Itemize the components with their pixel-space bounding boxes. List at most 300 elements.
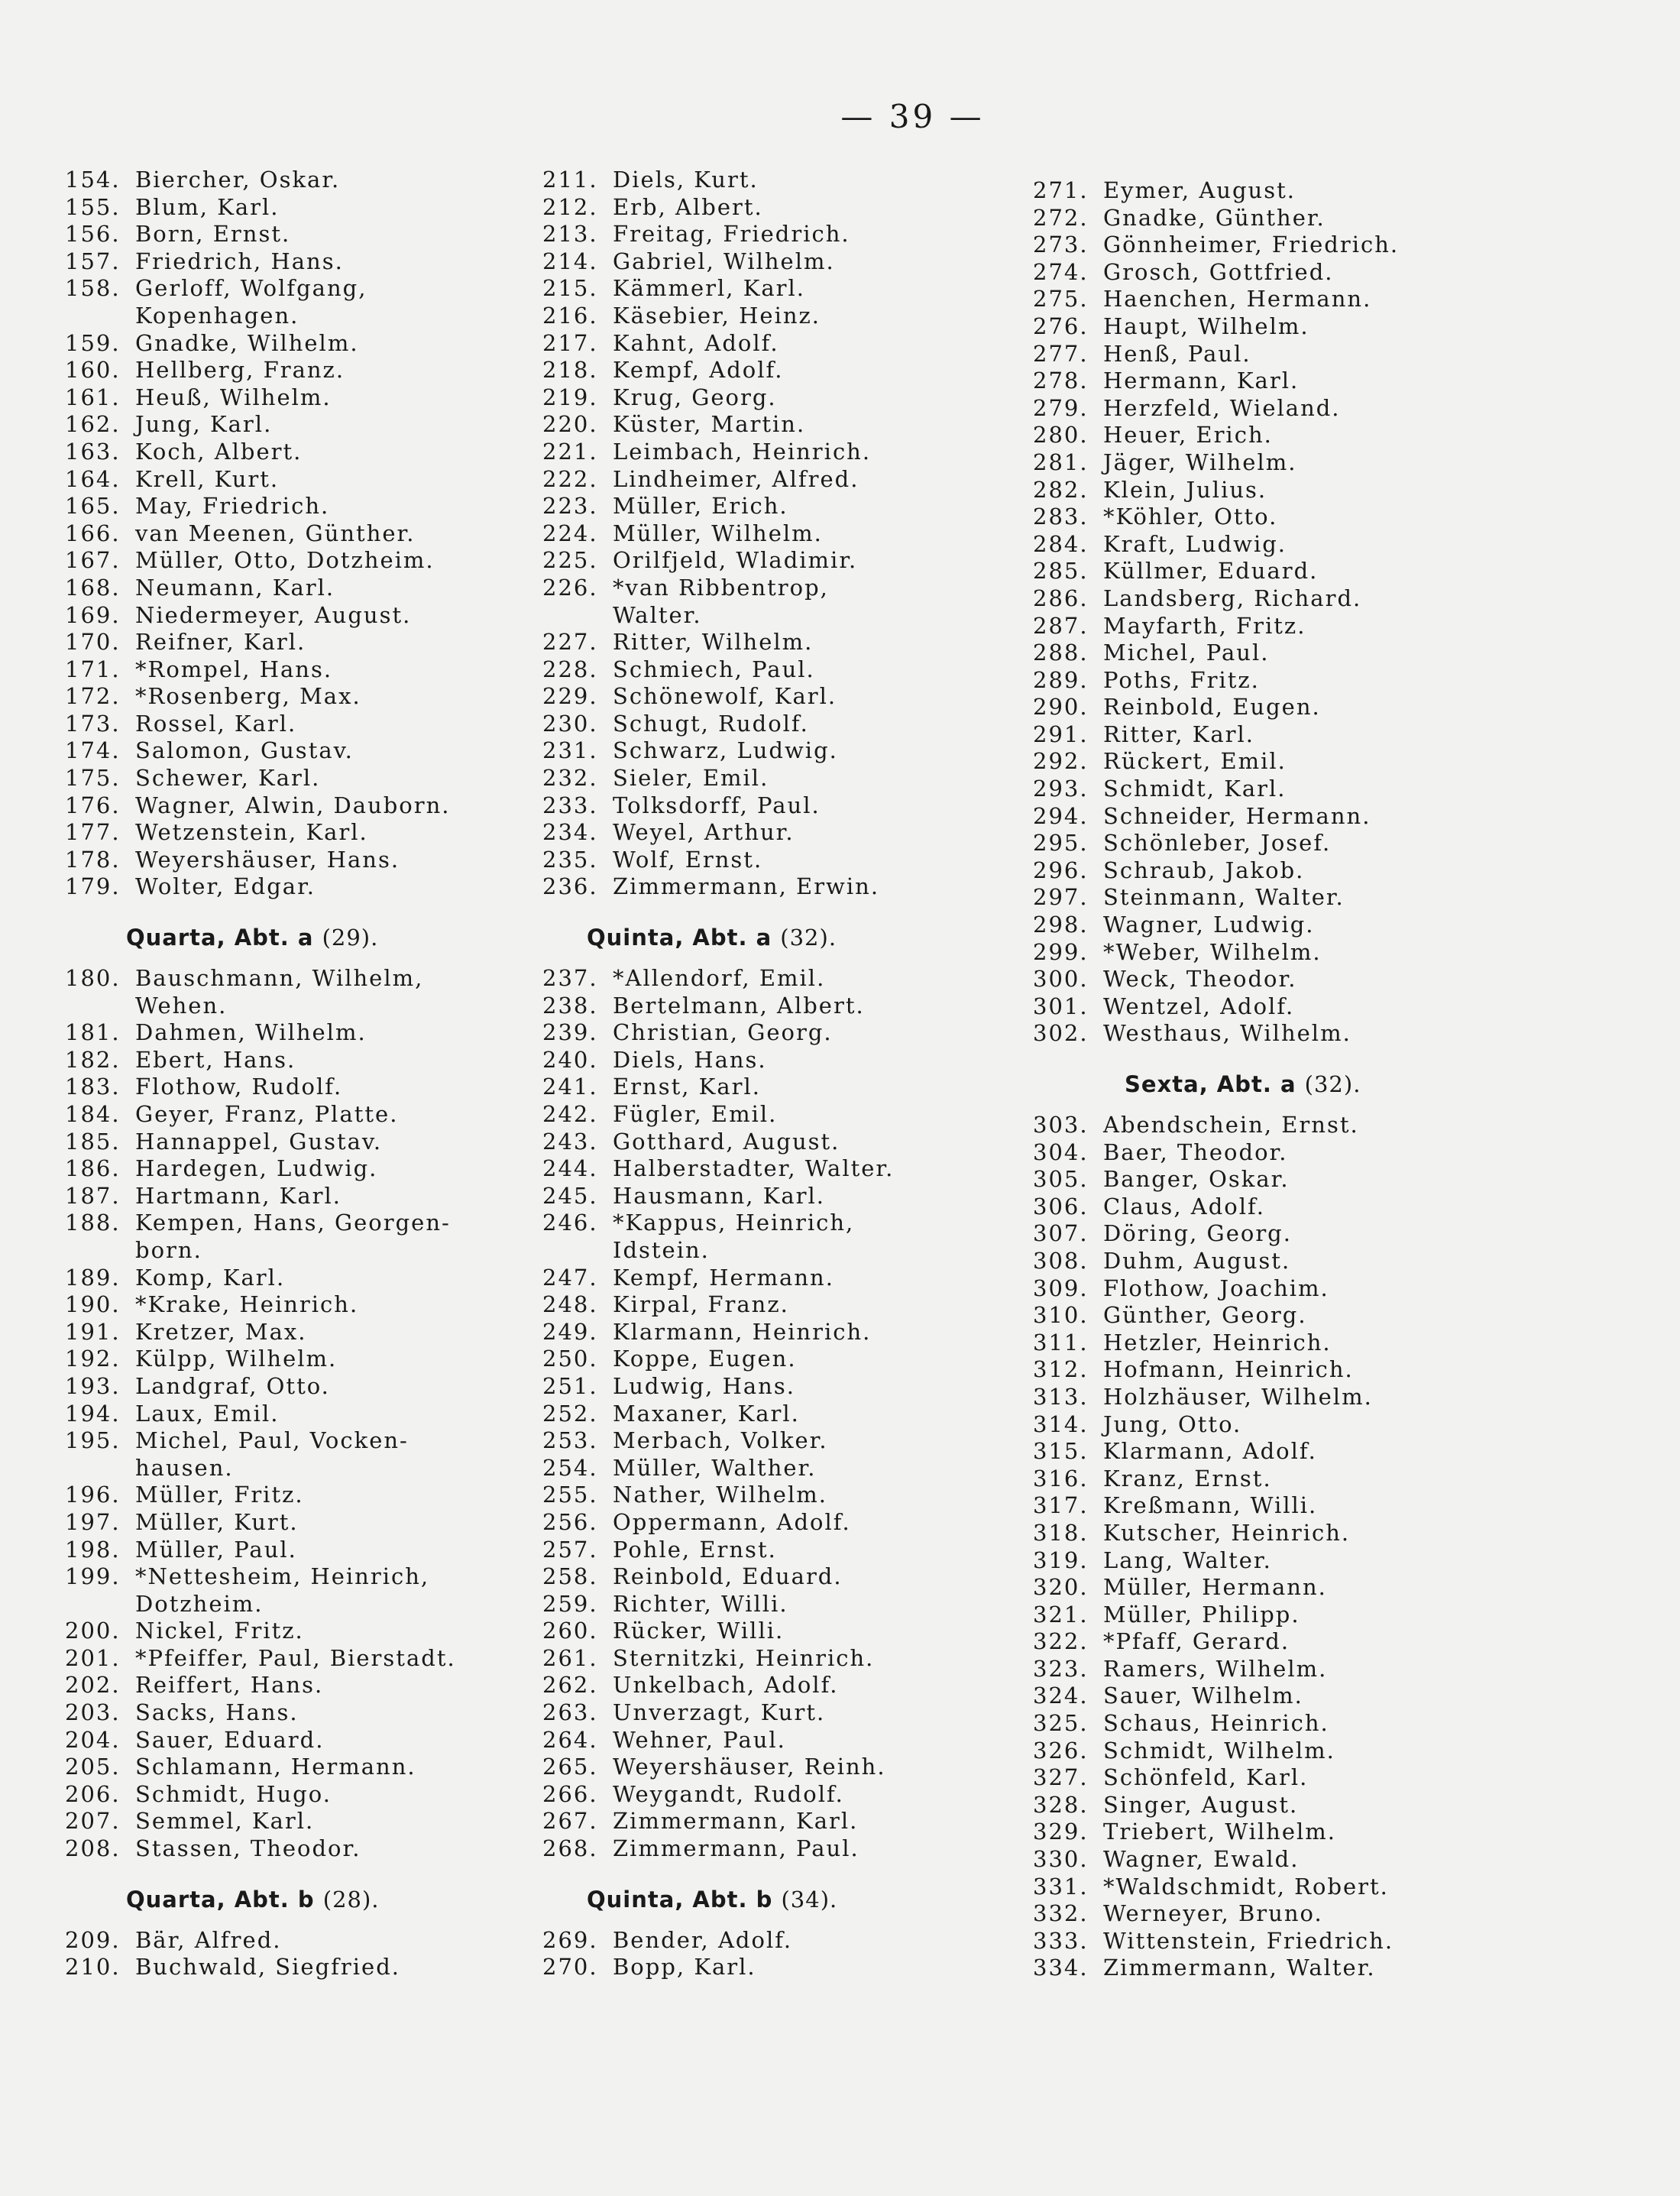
entry-number: 184.: [65, 1101, 121, 1127]
list-item: [65, 520, 508, 548]
entry-number: 319.: [1033, 1547, 1089, 1573]
list-item: [542, 1319, 1001, 1346]
entry-number: 280.: [1033, 422, 1089, 449]
entry-number: 309.: [1033, 1275, 1089, 1301]
section-heading: [1033, 1070, 1491, 1098]
list-item: [65, 1537, 508, 1564]
section-count: (28).: [322, 1886, 380, 1913]
entry-name: *Rompel, Hans.: [135, 656, 333, 682]
list-item: [542, 1019, 1001, 1047]
entry-number: 260.: [542, 1618, 598, 1644]
entry-number: 215.: [542, 275, 598, 302]
entry-name: Kempf, Adolf.: [613, 357, 784, 384]
entry-name: Schmiech, Paul.: [613, 656, 815, 682]
entry-name: May, Friedrich.: [135, 493, 330, 520]
entry-name: Semmel, Karl.: [135, 1808, 315, 1835]
entry-name: Geyer, Franz, Platte.: [135, 1101, 399, 1127]
entry-number: 220.: [542, 411, 598, 438]
entry-number: 317.: [1033, 1492, 1089, 1519]
list-item: [1033, 1710, 1491, 1738]
entry-number: 222.: [542, 465, 598, 492]
entry-name: Diels, Hans.: [613, 1046, 767, 1073]
list-item: [65, 1373, 508, 1401]
list-item: [65, 1155, 508, 1183]
list-item: [1033, 232, 1491, 259]
entry-number: 289.: [1033, 666, 1089, 693]
entry-name: Ludwig, Hans.: [613, 1372, 795, 1399]
list-item: [542, 384, 1001, 412]
entry-name: Heuß, Wilhelm.: [135, 384, 332, 410]
entry-number: 179.: [65, 873, 121, 900]
list-item: [542, 547, 1001, 575]
list-item: [1033, 993, 1491, 1021]
entry-number: 248.: [542, 1291, 598, 1318]
entry-name: Wolter, Edgar.: [135, 873, 316, 900]
entry-name: Kirpal, Franz.: [613, 1291, 789, 1318]
list-item: [1033, 1112, 1491, 1139]
entry-name: Schönewolf, Karl.: [613, 683, 837, 710]
entry-continuation: Wehen.: [135, 992, 228, 1019]
entry-name: Bertelmann, Albert.: [613, 992, 865, 1019]
entry-name: Schmidt, Karl.: [1103, 776, 1287, 802]
entry-name: Rossel, Karl.: [135, 710, 297, 737]
entry-number: 263.: [542, 1699, 598, 1726]
list-item: [65, 493, 508, 520]
entry-number: 165.: [65, 493, 121, 520]
entry-number: 192.: [65, 1346, 121, 1372]
section-title: Quinta, Abt. a: [587, 925, 772, 951]
entry-name: Fügler, Emil.: [613, 1101, 778, 1127]
list-item: [542, 1754, 1001, 1781]
list-item: [542, 1591, 1001, 1618]
list-item: [542, 629, 1001, 656]
entry-number: 327.: [1033, 1764, 1089, 1791]
entry-number: 258.: [542, 1563, 598, 1590]
entry-number: 182.: [65, 1046, 121, 1073]
list-item: [542, 493, 1001, 520]
section-count: (32).: [780, 925, 837, 951]
list-item: [65, 384, 508, 412]
entry-number: 161.: [65, 384, 121, 410]
entry-number: 201.: [65, 1644, 121, 1671]
list-item: [1033, 1356, 1491, 1384]
list-item: [1033, 884, 1491, 912]
list-item: [542, 1373, 1001, 1401]
entry-name: *Pfeiffer, Paul, Bierstadt.: [135, 1644, 456, 1671]
entry-name: Koch, Albert.: [135, 438, 303, 465]
list-item: [1033, 1764, 1491, 1792]
list-item: [1033, 939, 1491, 967]
entry-name: Hellberg, Franz.: [135, 357, 345, 384]
list-item: [65, 683, 508, 711]
entry-number: 276.: [1033, 313, 1089, 339]
list-item: [65, 1645, 508, 1673]
list-item: [1033, 1020, 1491, 1048]
entry-name: Günther, Georg.: [1103, 1302, 1307, 1329]
entry-name: Sauer, Wilhelm.: [1103, 1683, 1303, 1709]
entry-number: 253.: [542, 1427, 598, 1454]
entry-number: 305.: [1033, 1166, 1089, 1193]
entry-number: 271.: [1033, 177, 1089, 203]
list-item: [1033, 667, 1491, 695]
entry-number: 186.: [65, 1155, 121, 1182]
entry-number: 154.: [65, 167, 121, 193]
entry-number: 286.: [1033, 585, 1089, 611]
list-item: [542, 1808, 1001, 1835]
entry-number: 226.: [542, 574, 598, 601]
entry-number: 162.: [65, 411, 121, 438]
list-item: [1033, 395, 1491, 423]
list-item: [1033, 422, 1491, 449]
entry-number: 274.: [1033, 258, 1089, 285]
list-item: [1033, 1194, 1491, 1221]
entry-number: 318.: [1033, 1519, 1089, 1546]
entry-name: Flothow, Joachim.: [1103, 1275, 1329, 1301]
list-item: [542, 1537, 1001, 1564]
entry-number: 218.: [542, 357, 598, 384]
list-item: [542, 847, 1001, 874]
entry-name: *Köhler, Otto.: [1103, 504, 1278, 530]
entry-name: Banger, Oskar.: [1103, 1166, 1290, 1193]
entry-number: 259.: [542, 1590, 598, 1617]
entry-name: Erb, Albert.: [613, 193, 763, 220]
list-item: [542, 965, 1001, 993]
entry-name: Buchwald, Siegfried.: [135, 1954, 400, 1981]
entry-name: Duhm, August.: [1103, 1247, 1291, 1274]
entry-name: Eymer, August.: [1103, 177, 1296, 203]
entry-number: 235.: [542, 846, 598, 873]
entry-name: Laux, Emil.: [135, 1400, 280, 1427]
entry-name: Salomon, Gustav.: [135, 737, 354, 764]
list-item: [1033, 776, 1491, 803]
list-item: [65, 629, 508, 656]
list-item: [65, 1319, 508, 1346]
entry-name: Müller, Philipp.: [1103, 1601, 1300, 1628]
entry-number: 254.: [542, 1454, 598, 1481]
section-count: (34).: [781, 1886, 838, 1913]
entry-number: 243.: [542, 1128, 598, 1155]
list-item: [542, 873, 1001, 901]
entry-number: 198.: [65, 1536, 121, 1563]
entry-number: 323.: [1033, 1655, 1089, 1682]
entry-number: 304.: [1033, 1138, 1089, 1165]
entry-number: 334.: [1033, 1955, 1089, 1981]
entry-name: Rückert, Emil.: [1103, 748, 1287, 775]
entry-name: Wentzel, Adolf.: [1103, 993, 1295, 1019]
entry-number: 246.: [542, 1210, 598, 1236]
entry-name: Ritter, Wilhelm.: [613, 629, 814, 656]
list-item: [65, 1183, 508, 1210]
entry-number: 252.: [542, 1400, 598, 1427]
list-item: [1033, 1466, 1491, 1493]
list-item: [65, 248, 508, 276]
entry-name: Diels, Kurt.: [613, 167, 759, 193]
column-3: [1033, 177, 1491, 1982]
entry-number: 307.: [1033, 1220, 1089, 1247]
entry-name: *van Ribbentrop,: [613, 574, 829, 601]
entry-name: Michel, Paul, Vocken-: [135, 1427, 409, 1454]
entry-number: 298.: [1033, 912, 1089, 938]
entry-name: Born, Ernst.: [135, 221, 291, 248]
list-item: [1033, 558, 1491, 585]
entry-number: 234.: [542, 819, 598, 846]
entry-name: Mayfarth, Fritz.: [1103, 612, 1306, 639]
list-item: [65, 1074, 508, 1101]
entry-name: Klein, Julius.: [1103, 476, 1267, 503]
entry-number: 314.: [1033, 1411, 1089, 1437]
list-item: [1033, 1220, 1491, 1248]
list-item: [542, 1781, 1001, 1809]
entry-name: Müller, Otto, Dotzheim.: [135, 547, 435, 574]
entry-name: Michel, Paul.: [1103, 640, 1270, 666]
entry-number: 193.: [65, 1372, 121, 1399]
list-item: [542, 1509, 1001, 1537]
entry-name: Käsebier, Heinz.: [613, 302, 821, 329]
entry-name: Holzhäuser, Wilhelm.: [1103, 1383, 1373, 1410]
entry-number: 223.: [542, 493, 598, 520]
entry-name: Müller, Wilhelm.: [613, 520, 823, 546]
entry-name: Friedrich, Hans.: [135, 248, 344, 274]
list-item: [65, 1509, 508, 1537]
entry-number: 299.: [1033, 938, 1089, 965]
list-item: [1033, 1492, 1491, 1520]
entry-name: Ernst, Karl.: [613, 1074, 761, 1100]
entry-name: Küster, Martin.: [613, 411, 806, 438]
entry-number: 180.: [65, 965, 121, 992]
entry-number: 249.: [542, 1318, 598, 1345]
entry-number: 181.: [65, 1019, 121, 1046]
entry-name: Koppe, Eugen.: [613, 1346, 797, 1372]
entry-number: 209.: [65, 1926, 121, 1953]
entry-name: Haenchen, Hermann.: [1103, 286, 1372, 313]
list-item: [65, 1563, 508, 1591]
entry-name: Sternitzki, Heinrich.: [613, 1644, 875, 1671]
entry-name: Westhaus, Wilhelm.: [1103, 1020, 1351, 1047]
list-item: [65, 575, 508, 602]
list-item: [542, 1954, 1001, 1981]
list-item: [1033, 1438, 1491, 1466]
entry-number: 301.: [1033, 993, 1089, 1019]
list-item: [1033, 1384, 1491, 1411]
entry-name: Hartmann, Karl.: [135, 1182, 342, 1209]
entry-name: Wagner, Ewald.: [1103, 1846, 1300, 1873]
list-item: [65, 1129, 508, 1156]
list-item: [65, 1835, 508, 1863]
list-item: [65, 1427, 508, 1455]
entry-name: Kranz, Ernst.: [1103, 1465, 1272, 1492]
list-item: [542, 993, 1001, 1020]
list-item: [542, 248, 1001, 276]
entry-number: 232.: [542, 765, 598, 792]
entry-number: 211.: [542, 167, 598, 193]
entry-name: *Allendorf, Emil.: [613, 965, 826, 992]
list-item: [65, 411, 508, 439]
entry-name: Weck, Theodor.: [1103, 966, 1297, 993]
list-item: [1033, 1874, 1491, 1901]
entry-number: 240.: [542, 1046, 598, 1073]
entry-number: 216.: [542, 302, 598, 329]
list-item: [65, 275, 508, 303]
entry-name: *Rosenberg, Max.: [135, 683, 361, 710]
entry-name: Klarmann, Adolf.: [1103, 1438, 1317, 1465]
entry-name: Landgraf, Otto.: [135, 1372, 330, 1399]
entry-name: Gotthard, August.: [613, 1128, 840, 1155]
entry-name: Grosch, Gottfried.: [1103, 258, 1334, 285]
list-item: [542, 1129, 1001, 1156]
entry-name: Niedermeyer, August.: [135, 601, 412, 628]
list-item: [542, 1183, 1001, 1210]
list-item: [1033, 1683, 1491, 1710]
entry-number: 233.: [542, 792, 598, 818]
list-item: [1033, 830, 1491, 857]
list-item: [1033, 531, 1491, 559]
entry-name: Schewer, Karl.: [135, 765, 321, 792]
list-item: [65, 602, 508, 630]
entry-name: Müller, Erich.: [613, 493, 788, 520]
entry-number: 265.: [542, 1754, 598, 1780]
entry-number: 200.: [65, 1618, 121, 1644]
list-item: [65, 1927, 508, 1955]
entry-continuation: Dotzheim.: [135, 1590, 264, 1617]
entry-name: Gerloff, Wolfgang,: [135, 275, 367, 302]
entry-number: 329.: [1033, 1819, 1089, 1845]
entry-name: Kahnt, Adolf.: [613, 329, 779, 356]
entry-continuation: Idstein.: [613, 1236, 710, 1263]
entry-name: Hofmann, Heinrich.: [1103, 1356, 1354, 1383]
entry-name: Wehner, Paul.: [613, 1726, 786, 1753]
entry-number: 205.: [65, 1754, 121, 1780]
entry-name: Maxaner, Karl.: [613, 1400, 800, 1427]
list-item: [1033, 1628, 1491, 1656]
entry-number: 331.: [1033, 1873, 1089, 1900]
entry-name: Hannappel, Gustav.: [135, 1128, 383, 1155]
entry-name: Döring, Georg.: [1103, 1220, 1292, 1247]
entry-name: Poths, Fritz.: [1103, 666, 1260, 693]
entry-name: Flothow, Rudolf.: [135, 1074, 343, 1100]
entry-number: 294.: [1033, 802, 1089, 829]
entry-number: 264.: [542, 1726, 598, 1753]
entry-number: 266.: [542, 1780, 598, 1807]
entry-number: 250.: [542, 1346, 598, 1372]
list-item: [542, 1455, 1001, 1482]
entry-number: 224.: [542, 520, 598, 546]
entry-name: Kämmerl, Karl.: [613, 275, 805, 302]
entry-number: 196.: [65, 1482, 121, 1508]
list-item: [65, 965, 508, 993]
list-item: [542, 765, 1001, 792]
list-item: [542, 1927, 1001, 1955]
entry-number: 332.: [1033, 1900, 1089, 1927]
entry-name: Klarmann, Heinrich.: [613, 1318, 872, 1345]
list-item: [542, 1835, 1001, 1863]
entry-number: 214.: [542, 248, 598, 274]
entry-number: 212.: [542, 193, 598, 220]
entry-number: 284.: [1033, 530, 1089, 557]
list-item: [542, 1047, 1001, 1074]
section-title: Quinta, Abt. b: [587, 1886, 773, 1913]
entry-name: Werneyer, Bruno.: [1103, 1900, 1323, 1927]
list-item: [542, 330, 1001, 358]
list-item: [1033, 694, 1491, 721]
entry-number: 292.: [1033, 748, 1089, 775]
entry-name: Halberstadter, Walter.: [613, 1155, 895, 1182]
list-item: [1033, 1302, 1491, 1330]
entry-name: Schneider, Hermann.: [1103, 802, 1371, 829]
entry-number: 303.: [1033, 1112, 1089, 1138]
entry-number: 273.: [1033, 232, 1089, 258]
entry-number: 230.: [542, 710, 598, 737]
entry-name: Kutscher, Heinrich.: [1103, 1519, 1351, 1546]
entry-name: Ramers, Wilhelm.: [1103, 1655, 1328, 1682]
entry-name: Landsberg, Richard.: [1103, 585, 1362, 611]
list-item: [65, 873, 508, 901]
entry-number: 267.: [542, 1808, 598, 1835]
list-item: [65, 1781, 508, 1809]
list-item: [65, 167, 508, 194]
entry-name: Leimbach, Heinrich.: [613, 438, 872, 465]
entry-name: Merbach, Volker.: [613, 1427, 828, 1454]
entry-number: 171.: [65, 656, 121, 682]
list-item: [542, 1401, 1001, 1428]
entry-number: 244.: [542, 1155, 598, 1182]
list-item: [1033, 613, 1491, 640]
list-item: [65, 1954, 508, 1981]
entry-continuation: hausen.: [135, 1454, 234, 1481]
entry-number: 281.: [1033, 449, 1089, 475]
entry-name: Reinbold, Eugen.: [1103, 694, 1321, 721]
entry-number: 245.: [542, 1182, 598, 1209]
entry-number: 176.: [65, 792, 121, 818]
entry-name: Biercher, Oskar.: [135, 167, 341, 193]
entry-number: 199.: [65, 1563, 121, 1590]
entry-number: 300.: [1033, 966, 1089, 993]
entry-name: Schraub, Jakob.: [1103, 857, 1305, 883]
entry-name: Jung, Otto.: [1103, 1411, 1242, 1437]
list-item: [65, 1047, 508, 1074]
entry-name: Schugt, Rudolf.: [613, 710, 809, 737]
entry-number: 257.: [542, 1536, 598, 1563]
entry-number: 325.: [1033, 1710, 1089, 1737]
entry-number: 155.: [65, 193, 121, 220]
entry-name: Steinmann, Walter.: [1103, 884, 1345, 911]
entry-name: Schönleber, Josef.: [1103, 830, 1332, 857]
list-item: [65, 792, 508, 820]
list-item: [1033, 1602, 1491, 1629]
entry-name: Dahmen, Wilhelm.: [135, 1019, 367, 1046]
entry-number: 166.: [65, 520, 121, 546]
entry-continuation: born.: [135, 1236, 202, 1263]
entry-name: Kempen, Hans, Georgen-: [135, 1210, 451, 1236]
entry-name: Kempf, Hermann.: [613, 1264, 834, 1291]
entry-name: Gönnheimer, Friedrich.: [1103, 232, 1400, 258]
list-item: [1033, 1900, 1491, 1928]
entry-number: 282.: [1033, 476, 1089, 503]
entry-name: Kretzer, Max.: [135, 1318, 307, 1345]
entry-number: 272.: [1033, 204, 1089, 231]
list-item: [1033, 341, 1491, 368]
entry-name: Külpp, Wilhelm.: [135, 1346, 338, 1372]
list-item: [542, 656, 1001, 684]
entry-name: Sieler, Emil.: [613, 765, 769, 792]
entry-number: 178.: [65, 846, 121, 873]
entry-number: 311.: [1033, 1329, 1089, 1355]
entry-number: 312.: [1033, 1356, 1089, 1383]
entry-name: Komp, Karl.: [135, 1264, 286, 1291]
section-heading: [65, 1886, 508, 1913]
section-title: Quarta, Abt. b: [126, 1886, 315, 1913]
list-item: [542, 1618, 1001, 1645]
entry-number: 316.: [1033, 1465, 1089, 1492]
